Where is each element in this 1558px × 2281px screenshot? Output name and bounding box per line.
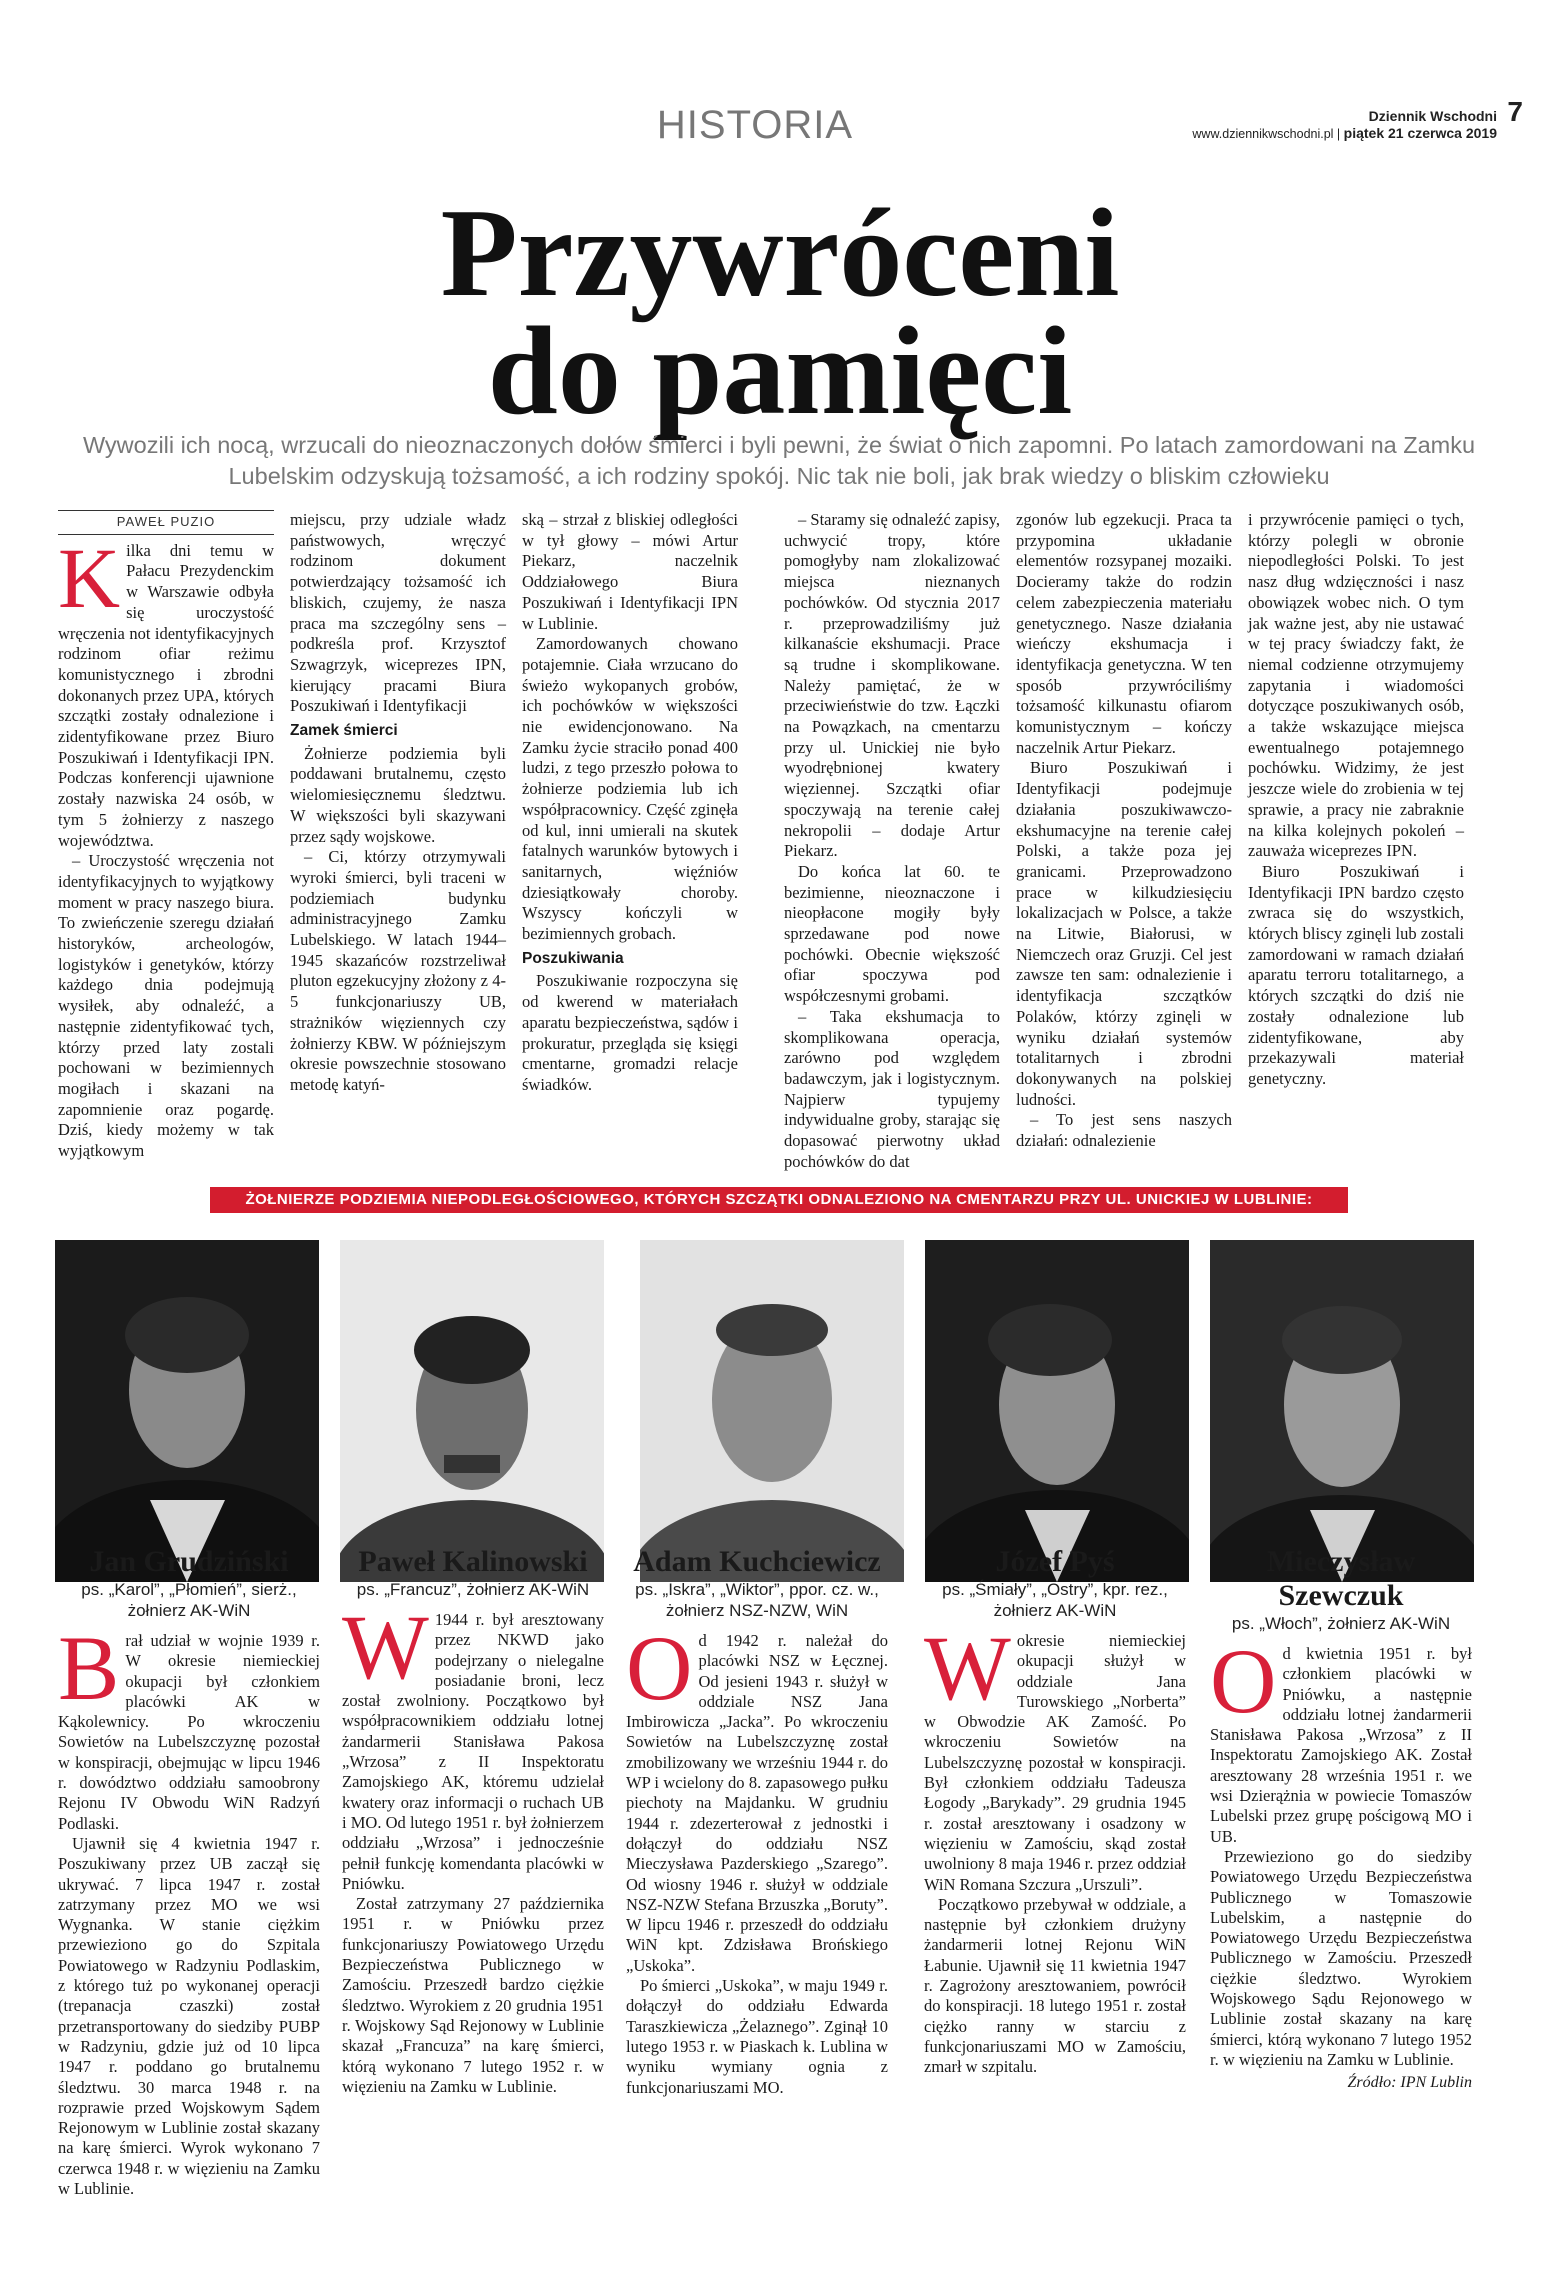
article-column-6 bbox=[1248, 510, 1464, 1090]
headline-line-1: Przywróceni bbox=[440, 184, 1120, 323]
paragraph: Poszukiwanie rozpoczyna się od kwerend w materiałach aparatu bezpieczeństwa, sądów i prokuratur, przegląda się księgi cmentarne, gromadzi relacje świadków. bbox=[522, 971, 738, 1094]
soldier-name: Mieczysław Szewczuk bbox=[1266, 1545, 1416, 1612]
soldier-card bbox=[342, 1545, 604, 2097]
drop-cap: O bbox=[1210, 1630, 1277, 1732]
article-column-5 bbox=[1016, 510, 1232, 1152]
portrait-photo-kalinowski bbox=[340, 1240, 604, 1582]
soldier-pseudonym: ps. „Francuz”, żołnierz AK-WiN bbox=[356, 1580, 590, 1599]
bio-paragraph: Ujawnił się 4 kwietnia 1947 r. Poszukiwany przez UB zaczął się ukrywać. 7 lipca 1947 r. został zatrzymany przez MO we wsi Wygnanka. W stanie ciężkim przewieziono go do Szpitala Powiatowego w Radzyniu Podlaskim, z którego tuż po wykonanej operacji (trepanacja czaszki) został przetransportowany do siedziby PUBP w Radzyniu, gdzie już od 10 lipca 1947 r. poddano go brutalnemu śledztwu. 30 marca 1948 r. na rozprawie przed Wojskowym Sądem Rejonowym w Lublinie został skazany na karę śmierci. Wyrok wykonano 7 czerwca 1948 r. w więzieniu na Zamku w Lublinie. bbox=[58, 1833, 320, 2199]
soldier-bio bbox=[58, 1617, 320, 2199]
paper-name: Dziennik Wschodni bbox=[1368, 108, 1497, 124]
drop-cap: B bbox=[58, 1617, 120, 1719]
headline-line-2: do pamięci bbox=[487, 302, 1073, 441]
soldier-bio bbox=[924, 1617, 1186, 2078]
paragraph: – Taka ekshumacja to skomplikowana operacja, zarówno pod względem badawczym, jak i logistycznym. Najpierw typujemy indywidualne groby, starając się dopasować pierwotny układ pochówków do dat bbox=[784, 1006, 1000, 1171]
soldier-pseudonym: ps. „Śmiały”, „Ostry”, kpr. rez., żołnierz AK-WiN bbox=[942, 1580, 1168, 1620]
soldier-name: Jan Grudziński bbox=[89, 1545, 289, 1578]
article-column-4 bbox=[784, 510, 1000, 1173]
bio-paragraph: Początkowo przebywał w oddziale, a następnie był członkiem drużyny żandarmerii lotnej Rejonu WiN Łabunie. Ujawnił się 11 kwietnia 1947 r. Zagrożony aresztowaniem, powrócił do konspiracji. 18 lutego 1951 r. został ciężko ranny w starciu z funkcjonariuszami MO w Zamościu, zmarł w szpitalu. bbox=[924, 1894, 1186, 2077]
paragraph: – To jest sens naszych działań: odnalezienie bbox=[1016, 1110, 1232, 1151]
portrait-photo-pys bbox=[925, 1240, 1189, 1582]
portrait-photo-szewczuk bbox=[1210, 1240, 1474, 1582]
paragraph: Do końca lat 60. te bezimienne, nieoznaczone i nieopłacone mogiły były sprzedawane pod nowe pochówki. Obecnie większość ofiar spoczywa pod współczesnymi grobami. bbox=[784, 861, 1000, 1006]
bio-paragraph: Po śmierci „Uskoka”, w maju 1949 r. dołączył do oddziału Edwarda Taraszkiewicza „Żelaznego”. Zginął 10 lutego 1953 r. w Piaskach k. Lublina w wyniku wymiany ognia z funkcjonariuszami MO. bbox=[626, 1976, 888, 2097]
paragraph: Zamordowanych chowano potajemnie. Ciała wrzucano do świeżo wykopanych grobów, ich pochówków w większości nie ewidencjonowano. Na Zamku życie straciło ponad 400 ludzi, z tego przeszło połowa to żołnierze podziemia lub ich współpracownicy. Część zginęła od kul, inni umierali na skutek fatalnych warunków bytowych i sanitarnych, więźniów dziesiątkowały choroby. Wszyscy kończyli w bezimiennych grobach. bbox=[522, 634, 738, 944]
portrait-photo-kuchciewicz bbox=[640, 1240, 904, 1582]
paragraph: ilka dni temu w Pałacu Prezydenckim w Warszawie odbyła się uroczystość wręczenia not identyfikacyjnych rodzinom ofiar reżimu komunistycznego i zbrodni dokonanych przez UPA, których szczątki zostały odnalezione i zidentyfikowane przez Biuro Poszukiwań i Identyfikacji IPN. Podczas konferencji ujawnione zostały nazwiska 24 osób, w tym 5 żołnierzy z naszego województwa. bbox=[58, 540, 274, 850]
article-column-3 bbox=[522, 510, 738, 1096]
paragraph: Biuro Poszukiwań i Identyfikacji podejmuje działania poszukiwawczo-ekshumacyjne na terenie całej Polski, a także poza jej granicami. Przeprowadzono prace w kilkudziesięciu lokalizacjach w Polsce, a także na Litwie, Białorusi, w Niemczech oraz Gruzji. Cel jest zawsze ten sam: odnalezienie i identyfikacja szczątków Polaków, którzy zginęli w wyniku działań systemów totalitarnych i zbrodni dokonywanych na polskiej ludności. bbox=[1016, 758, 1232, 1109]
soldier-card bbox=[1210, 1545, 1472, 2092]
article-column-1 bbox=[58, 510, 274, 1162]
lead-paragraph: Wywozili ich nocą, wrzucali do nieoznaczonych dołów śmierci i byli pewni, że świat o nich zapomni. Po latach zamordowani na Zamku Lubelskim odzyskują tożsamość, a ich rodziny spokój. Nic tak nie boli, jak brak wiedzy o bliskim człowieku bbox=[82, 432, 1476, 489]
subheading: Poszukiwania bbox=[522, 949, 624, 967]
paragraph: i przywrócenie pamięci o tych, którzy polegli w obronie niepodległości Polski. To jest nasz dług wdzięczności i nasz obowiązek wobec nich. O tym jak ważne jest, aby nie ustawać w tej pracy świadczy fakt, że niemal codzienne otrzymujemy zapytania i wiadomości dotyczące poszukiwanych osób, a także wskazujące miejsca ewentualnego potajemnego pochówku. Widzimy, że jest jeszcze wiele do zrobienia w tej sprawie, a pracy nie zabraknie na kilka kolejnych pokoleń – zauważa wiceprezes IPN. bbox=[1248, 510, 1464, 861]
masthead: Dziennik Wschodni www.dziennikwschodni.pl | piątek 21 czerwca 2019 7 bbox=[1192, 96, 1523, 141]
source-credit: Źródło: IPN Lublin bbox=[1347, 2074, 1472, 2092]
paragraph: – Uroczystość wręczenia not identyfikacyjnych to wyjątkowy moment w pracy naszego biura. To zwieńczenie szeregu działań historyków, archeologów, logistyków i genetyków, którzy każdego dnia podejmują wysiłek, aby odnaleźć, a następnie zidentyfikować tych, którzy przed laty zostali pochowani w bezimiennych mogiłach i skazani na zapomnienie oraz pogardę. Dziś, kiedy możemy w tak wyjątkowym bbox=[58, 851, 274, 1161]
article-column-2 bbox=[290, 510, 506, 1096]
soldier-bio bbox=[626, 1617, 888, 2098]
soldier-card bbox=[58, 1545, 320, 2199]
issue-date: piątek 21 czerwca 2019 bbox=[1343, 125, 1497, 141]
soldier-name: Józef Pyś bbox=[995, 1545, 1115, 1578]
portrait-photo-grudzinski bbox=[55, 1240, 319, 1582]
bio-paragraph: Został zatrzymany 27 października 1951 r. w Pniówku przez funkcjonariuszy Powiatowego Urzędu Bezpieczeństwa Publicznego w Zamościu. Przeszedł bardzo ciężkie śledztwo. Wyrokiem z 20 grudnia 1951 r. Wojskowy Sąd Rejonowy w Lublinie skazał „Francuza” na karę śmierci, którą wykonano 7 lutego 1952 r. w więzieniu na Zamku w Lublinie. bbox=[342, 1894, 604, 2096]
soldier-pseudonym: ps. „Włoch”, żołnierz AK-WiN bbox=[1231, 1614, 1451, 1633]
drop-cap: O bbox=[626, 1617, 693, 1719]
paragraph: ską – strzał z bliskiej odległości w tył głowy – mówi Artur Piekarz, naczelnik Oddziałowego Biura Poszukiwań i Identyfikacji IPN w Lublinie. bbox=[522, 510, 738, 633]
page-number: 7 bbox=[1507, 96, 1523, 127]
drop-cap: W bbox=[342, 1596, 429, 1698]
bio-paragraph: okresie niemieckiej okupacji służył w oddziale Jana Turowskiego „Norberta” w Obwodzie AK Zamość. Po wkroczeniu Sowietów na Lubelszczyznę pozostał w konspiracji. Był członkiem oddziału Tadeusza Łogody „Barykady”. 29 grudnia 1945 r. został aresztowany i osadzony w więzieniu w Zamościu, skąd został uwolniony 8 maja 1946 r. przez oddział WiN Romana Szczura „Urszuli”. bbox=[924, 1631, 1186, 1894]
soldier-name: Adam Kuchciewicz bbox=[633, 1545, 881, 1578]
soldier-bio bbox=[1210, 1630, 1472, 2070]
drop-cap: W bbox=[924, 1617, 1011, 1719]
soldiers-banner: ŻOŁNIERZE PODZIEMIA NIEPODLEGŁOŚCIOWEGO, KTÓRYCH SZCZĄTKI ODNALEZIONO NA CMENTARZU PRZY UL. UNICKIEJ W LUBLINIE: bbox=[210, 1187, 1348, 1213]
bio-paragraph: rał udział w wojnie 1939 r. W okresie niemieckiej okupacji był członkiem placówki AK w Kąkolewnicy. Po wkroczeniu Sowietów na Lubelszczyznę pozostał w konspiracji, obejmując w lipcu 1946 r. dowództwo oddziału samoobrony Rejonu IV Obwodu WiN Radzyń Podlaski. bbox=[58, 1631, 320, 1833]
soldier-name: Paweł Kalinowski bbox=[358, 1545, 588, 1578]
bio-paragraph: d kwietnia 1951 r. był członkiem placówki w Pniówku, a następnie oddziału lotnej żandarmerii Stanisława Pakosa „Wrzosa” z II Inspektoratu Zamojskiego AK. Został aresztowany 28 września 1951 r. we wsi Dzierążnia w powiecie Tomaszów Lubelski przez grupę pościgową MO i UB. bbox=[1210, 1644, 1472, 1846]
soldier-card bbox=[924, 1545, 1186, 2078]
paper-url: www.dziennikwschodni.pl bbox=[1192, 127, 1334, 141]
paragraph: Biuro Poszukiwań i Identyfikacji IPN bardzo często zwraca się do wszystkich, których bliscy zginęli lub zostali zamordowani w ramach działań aparatu terroru totalitarnego, a których szczątki do dziś nie zostały odnalezione lub zidentyfikowane, aby przekazywali materiał genetyczny. bbox=[1248, 861, 1464, 1088]
bio-paragraph: 1944 r. był aresztowany przez NKWD jako podejrzany o nielegalne posiadanie broni, lecz został zwolniony. Początkowo był współpracownikiem oddziału lotnej żandarmerii Stanisława Pakosa „Wrzosa” z II Inspektoratu Zamojskiego AK, któremu udzielał kwatery oraz informacji o ruchach UB i MO. Od lutego 1951 r. był żołnierzem oddziału „Wrzosa” i jednocześnie pełnił funkcję komendanta placówki w Pniówku. bbox=[342, 1610, 604, 1893]
soldier-bio bbox=[342, 1596, 604, 2097]
paragraph: zgonów lub egzekucji. Praca ta przypomina układanie elementów rozsypanej mozaiki. Docieramy także do rodzin celem zabezpieczenia materiału genetycznego. Nasze działania wieńczy ekshumacja i identyfikacja genetyczna. W ten sposób przywróciliśmy tożsamość kilkunastu ofiarom komunistycznym – kończy naczelnik Artur Piekarz. bbox=[1016, 510, 1232, 757]
author-byline: PAWEŁ PUZIO bbox=[58, 510, 274, 535]
headline bbox=[200, 184, 1360, 441]
paragraph: Żołnierze podziemia byli poddawani brutalnemu, często wielomiesięcznemu śledztwu. W większości byli skazywani przez sądy wojskowe. bbox=[290, 743, 506, 846]
paragraph: – Staramy się odnaleźć zapisy, uchwycić tropy, które pomogłyby nam zlokalizować miejsca nieznanych pochówków. Od stycznia 2017 r. przeprowadziliśmy już kilkanaście ekshumacji. Prace są trudne i skomplikowane. Należy pamiętać, że w przeciwieństwie do tzw. Łączki na Powązkach, na cmentarzu przy ul. Unickiej nie było wyodrębnionej kwatery więziennej. Szczątki ofiar spoczywają na terenie całej nekropolii – dodaje Artur Piekarz. bbox=[784, 510, 1000, 861]
bio-paragraph: Przewieziono go do siedziby Powiatowego Urzędu Bezpieczeństwa Publicznego w Tomaszowie Lubelskim, a następnie do Powiatowego Urzędu Bezpieczeństwa Publicznego w Zamościu. Przeszedł ciężkie śledztwo. Wyrokiem Wojskowego Sądu Rejonowego w Lublinie został skazany na karę śmierci, którą wykonano 7 lutego 1952 r. w więzieniu na Zamku w Lublinie. bbox=[1210, 1846, 1472, 2069]
drop-cap: K bbox=[58, 529, 121, 626]
bio-paragraph: d 1942 r. należał do placówki NSZ w Łęcznej. Od jesieni 1943 r. służył w oddziale NSZ Jana Imbirowicza „Jacka”. Po wkroczeniu Sowietów na Lubelszczyznę został zmobilizowany we wrześniu 1944 r. do WP i wcielony do 8. zapasowego pułku piechoty na Majdanku. W grudniu 1944 r. zdezerterował z jednostki i dołączył do oddziału NSZ Mieczysława Pazderskiego „Szarego”. Od wiosny 1946 r. służył w oddziale NSZ-NZW Stefana Brzuszka „Boruty”. W lipcu 1946 r. przeszedł do oddziału WiN kpt. Zdzisława Brońskiego „Uskoka”. bbox=[626, 1631, 888, 1975]
subheading: Zamek śmierci bbox=[290, 722, 398, 740]
soldier-pseudonym: ps. „Karol”, „Płomień”, sierż., żołnierz AK-WiN bbox=[81, 1580, 297, 1620]
section-title: HISTORIA bbox=[656, 103, 854, 147]
soldier-card bbox=[626, 1545, 888, 2098]
paragraph: miejscu, przy udziale władz państwowych, wręczyć rodzinom dokument potwierdzający tożsamość ich bliskich, czujemy, że nasza praca ma szczególny sens – podkreśla prof. Krzysztof Szwagrzyk, wiceprezes IPN, kierujący pracami Biura Poszukiwań i Identyfikacji bbox=[290, 510, 506, 716]
soldier-pseudonym: ps. „Iskra”, „Wiktor”, ppor. cz. w., żołnierz NSZ-NZW, WiN bbox=[635, 1580, 879, 1620]
paragraph: – Ci, którzy otrzymywali wyroki śmierci, byli traceni w podziemiach budynku administracyjnego Zamku Lubelskiego. W latach 1944–1945 skazańców rozstrzeliwał pluton egzekucyjny złożony z 4-5 funkcjonariuszy UB, strażników więziennych czy żołnierzy KBW. W późniejszym okresie powszechnie stosowano metodę katyń- bbox=[290, 847, 506, 1094]
